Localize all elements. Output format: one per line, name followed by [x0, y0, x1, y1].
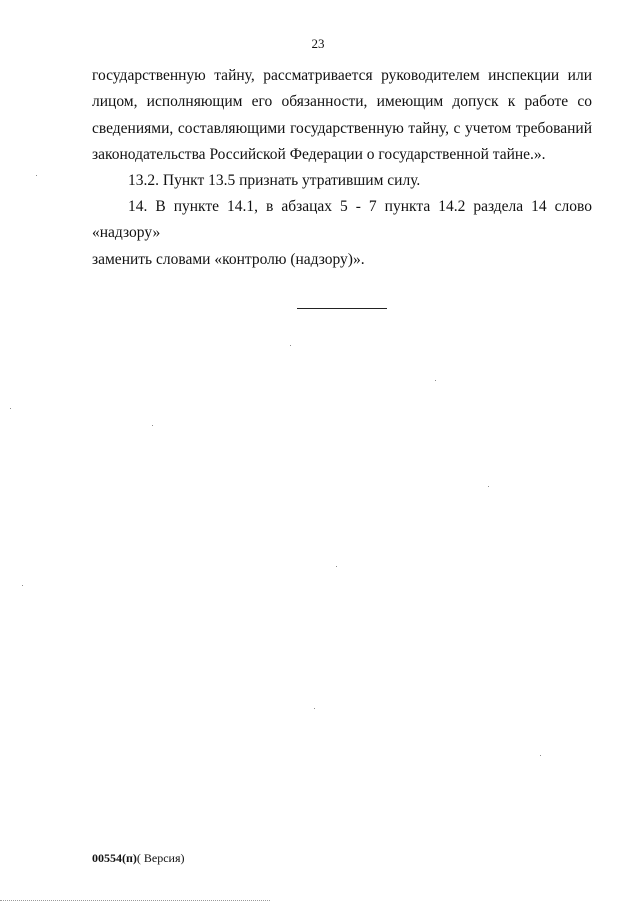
- page-number: 23: [311, 36, 325, 51]
- document-code: 00554(п): [92, 851, 137, 865]
- paragraph-item-13-2: [92, 168, 592, 194]
- paragraph-item-14: [92, 194, 592, 273]
- paragraph-line: 13.2. Пункт 13.5 признать утратившим силу.: [128, 172, 421, 189]
- paragraph-line: государственную тайну, рассматривается руководителем инспекции или: [92, 67, 592, 84]
- paragraph-line: законодательства Российской Федерации о государственной тайне.».: [92, 146, 546, 164]
- end-of-text-separator: [297, 308, 387, 309]
- scan-speck: [435, 380, 436, 381]
- paragraph-continuation: [92, 63, 592, 169]
- scan-speck: [290, 345, 291, 346]
- scan-speck: [10, 408, 11, 409]
- paragraph-line: 14. В пункте 14.1, в абзацах 5 - 7 пункта 14.2 раздела 14 слово «надзору»: [92, 198, 592, 242]
- scan-speck: [314, 708, 315, 709]
- scan-speck: [336, 566, 337, 567]
- document-status: ( Версия): [136, 851, 185, 865]
- paragraph-line: сведениями, составляющими государственную тайну, с учетом требований: [92, 119, 592, 137]
- scan-speck: [152, 425, 153, 426]
- bottom-scan-edge: [0, 900, 270, 901]
- paragraph-line: лицом, исполняющим его обязанности, имеющим допуск к работе со: [92, 93, 592, 111]
- paragraph-line: заменить словами «контролю (надзору)».: [92, 250, 365, 268]
- scan-speck: [540, 755, 541, 756]
- scan-speck: [22, 585, 23, 586]
- scan-speck: [36, 175, 37, 176]
- document-footer-code: [92, 851, 185, 865]
- scan-speck: [488, 486, 489, 487]
